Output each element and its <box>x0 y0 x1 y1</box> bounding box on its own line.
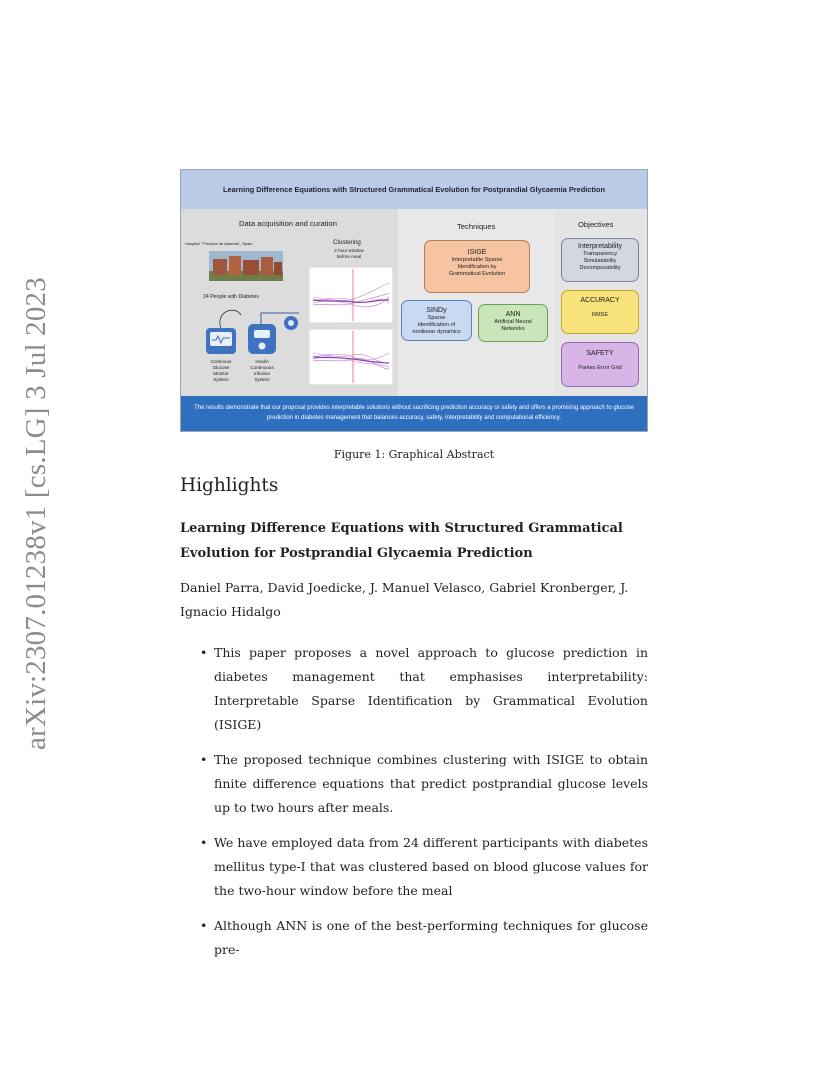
list-item <box>180 914 648 962</box>
data-acquisition-panel <box>181 209 399 396</box>
highlights-list <box>180 641 648 973</box>
isige-box <box>424 240 530 293</box>
list-item <box>180 641 648 737</box>
highlights-heading: Highlights <box>180 475 279 496</box>
safety-sub: Parkes Error Grid <box>578 365 622 371</box>
list-item <box>180 831 648 903</box>
safety-title: SAFETY <box>586 350 614 357</box>
clustering-sub2: before meal <box>336 254 362 259</box>
cgm-label-line: Continous <box>210 359 232 364</box>
cgm-label-line: Monitor <box>213 371 229 376</box>
bullet-text: This paper proposes a novel approach to glucose prediction in diabetes management that emphasises interpretability: Interpretable Sparse Identification by Grammatical Evolution (ISIGE) <box>214 645 648 732</box>
bullet-text: Although ANN is one of the best-performing techniques for glucose pre- <box>214 918 648 957</box>
sindy-line: Sparse <box>427 315 446 321</box>
accuracy-sub: RMSE <box>591 312 609 318</box>
ga-title: Learning Difference Equations with Structured Grammatical Evolution for Postprandial Glycaemia Prediction <box>181 170 647 210</box>
people-label: 24 People with Diabetes <box>203 294 259 300</box>
insulin-label <box>241 359 283 383</box>
objectives-heading: Objectives <box>578 220 614 229</box>
ann-title: ANN <box>505 311 521 318</box>
techniques-heading: Techniques <box>457 222 496 231</box>
sindy-line: identification of <box>417 322 456 328</box>
isige-line: Identification by <box>457 264 497 270</box>
ann-line: Networks <box>501 326 525 332</box>
objectives-panel <box>554 209 647 396</box>
figure-caption: Figure 1: Graphical Abstract <box>333 448 495 461</box>
insulin-label-line: System <box>254 377 270 382</box>
isige-line: Grammatical Evolution <box>448 271 506 277</box>
ann-line: Artificial Neural <box>494 319 532 325</box>
insulin-pump-icon <box>247 323 277 355</box>
sindy-line: nonlinear dynamics <box>412 329 461 335</box>
list-item <box>180 748 648 820</box>
clustering-sub1: 2 hour window <box>334 248 364 253</box>
cluster-plot-2 <box>309 329 393 385</box>
interpretability-line: Simulatability <box>583 258 617 264</box>
cgm-label-line: System <box>213 377 229 382</box>
techniques-panel <box>398 209 555 396</box>
isige-line: Interpretable Sparse <box>451 257 503 263</box>
isige-title: ISIGE <box>467 249 487 256</box>
bullet-icon: • <box>200 835 208 850</box>
insulin-label-line: Insulin <box>255 359 269 364</box>
interpretability-line: Transparency <box>583 251 617 257</box>
arxiv-side-stamp: arXiv:2307.01238v1 [cs.LG] 3 Jul 2023 <box>20 277 52 750</box>
glucose-monitor-icon <box>205 327 237 355</box>
bullet-icon: • <box>200 918 208 933</box>
ga-footer: The results demonstrate that our proposal provides interpretable solutions without sacrificing prediction accuracy or safety and offers a promising approach to glucose prediction in diabetes management that balances accuracy, safety, interpretability and computational efficiency. <box>181 396 647 431</box>
safety-box <box>561 342 639 387</box>
cgm-label <box>200 359 242 383</box>
authors: Daniel Parra, David Joedicke, J. Manuel Velasco, Gabriel Kronberger, J. Ignacio Hidalgo <box>180 580 629 619</box>
paper-title: Learning Difference Equations with Structured Grammatical Evolution for Postprandial Glycaemia Prediction <box>180 521 623 561</box>
cluster-plot-1 <box>309 267 393 323</box>
hospital-label: Hospital, "Príncipe de Asturias", Spain <box>185 241 253 246</box>
accuracy-box <box>561 290 639 334</box>
bullet-icon: • <box>200 752 208 767</box>
graphical-abstract <box>180 169 648 432</box>
ann-box <box>478 304 548 342</box>
cgm-label-line: Glucose <box>212 365 230 370</box>
clustering-title: Clustering <box>333 239 361 246</box>
insulin-label-line: Continuous <box>250 365 274 370</box>
interpretability-title: Interpretability <box>578 243 622 250</box>
sindy-box <box>401 300 472 341</box>
bullet-text: The proposed technique combines clustering with ISIGE to obtain finite difference equations that predict postprandial glucose levels up to two hours after meals. <box>214 752 648 815</box>
insulin-label-line: Infusion <box>253 371 271 376</box>
interpretability-box <box>561 238 639 282</box>
bullet-icon: • <box>200 645 208 660</box>
hospital-photo <box>209 251 283 281</box>
bullet-text: We have employed data from 24 different participants with diabetes mellitus type-I that was clustered based on blood glucose values for the two-hour window before the meal <box>214 835 648 898</box>
accuracy-title: ACCURACY <box>580 297 620 304</box>
sindy-title: SINDy <box>426 307 447 314</box>
data-panel-heading: Data acquisition and curation <box>239 219 337 228</box>
interpretability-line: Decomposability <box>579 265 621 271</box>
